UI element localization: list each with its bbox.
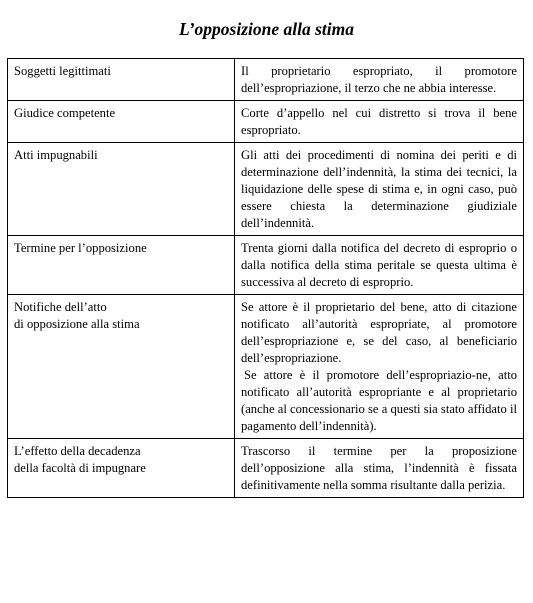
- row-value-text: Se attore è il proprietario del bene, atto di citazione notificato all’autorità espropriate, al promotore dell’espropriazione e, se del caso, al beneficiario dell’espropriazione.: [241, 300, 517, 365]
- row-label-text: della facoltà di impugnare: [14, 461, 146, 475]
- row-value: [235, 295, 524, 439]
- row-label-text: di opposizione alla stima: [14, 317, 140, 331]
- row-label-text: Notifiche dell’atto: [14, 300, 107, 314]
- row-value-text: Trascorso il termine per la proposizione dell’opposizione alla stima, l’indennità è fissata definitivamente nella somma risultante dalla perizia.: [241, 444, 517, 492]
- row-value: [235, 101, 524, 143]
- row-label: [8, 236, 235, 295]
- table-row: [8, 59, 524, 101]
- table-row: [8, 295, 524, 439]
- row-value: [235, 236, 524, 295]
- table-row: [8, 439, 524, 498]
- row-label: [8, 143, 235, 236]
- document-title: L’opposizione alla stima: [178, 19, 355, 39]
- row-label-text: L’effetto della decadenza: [14, 444, 141, 458]
- row-label: [8, 59, 235, 101]
- row-value-text: Se attore è il promotore dell’espropriazio-ne, atto notificato all’autorità espropriante e al proprietario (anche al concessionario se a questi sia stato affidato il pagamento dell’indennità).: [241, 368, 517, 433]
- row-label-text: Atti impugnabili: [14, 148, 98, 162]
- row-value-text: Corte d’appello nel cui distretto si trova il bene espropriato.: [241, 106, 517, 137]
- row-label-text: Soggetti legittimati: [14, 64, 111, 78]
- row-value: [235, 439, 524, 498]
- row-label: [8, 439, 235, 498]
- table-row: [8, 143, 524, 236]
- row-label: [8, 101, 235, 143]
- opposition-table: [7, 58, 524, 498]
- table-row: [8, 236, 524, 295]
- row-value: [235, 59, 524, 101]
- row-label-text: Giudice competente: [14, 106, 116, 120]
- row-value-text: Trenta giorni dalla notifica del decreto di esproprio o dalla notifica della stima peritale se questa ultima è successiva al decreto di esproprio.: [241, 241, 517, 289]
- row-value-text: Il proprietario espropriato, il promotore dell’espropriazione, il terzo che ne abbia interesse.: [241, 64, 517, 95]
- row-value-text: Gli atti dei procedimenti di nomina dei periti e di determinazione dell’indennità, la stima dei tecnici, la liquidazione delle spese di stima e, in ogni caso, può essere chiesta la determinazione giudiziale dell’indennità.: [241, 148, 517, 230]
- row-value: [235, 143, 524, 236]
- row-label-text: Termine per l’opposizione: [14, 241, 147, 255]
- table-row: [8, 101, 524, 143]
- row-label: [8, 295, 235, 439]
